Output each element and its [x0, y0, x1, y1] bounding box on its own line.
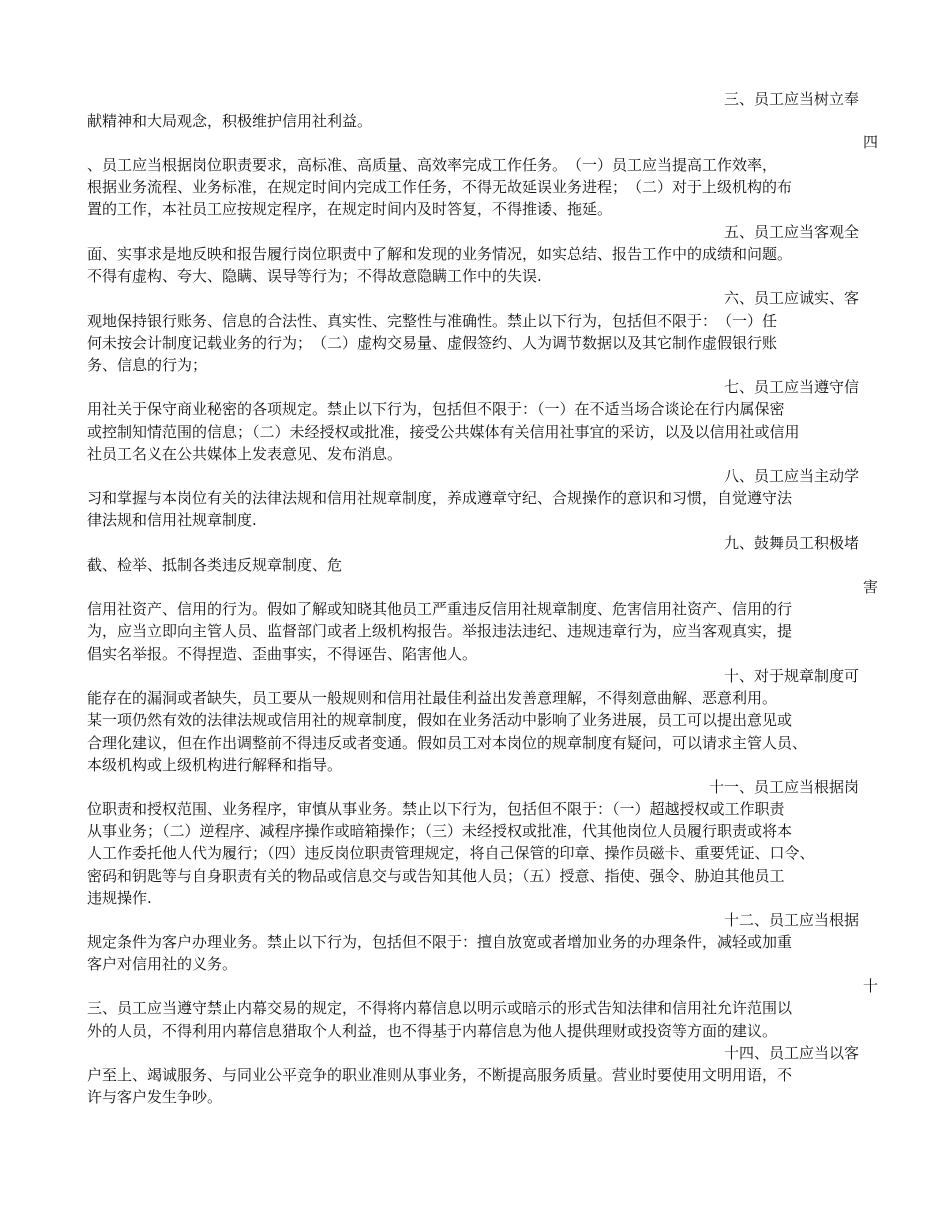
- body-line: 客户对信用社的义务。: [87, 955, 238, 973]
- body-line: 三、员工应当遵守禁止内幕交易的规定，不得将内幕信息以明示或暗示的形式告知法律和信用社允许范围以: [87, 999, 793, 1017]
- body-line: 人工作委托他人代为履行；（四）违反岗位职责管理规定，将自己保管的印章、操作员磁卡、重要凭证、口令、: [87, 844, 815, 862]
- body-line: 规定条件为客户办理业务。禁止以下行为，包括但不限于：擅自放宽或者增加业务的办理条件，减轻或加重: [87, 933, 793, 951]
- body-line: 用社关于保守商业秘密的各项规定。禁止以下行为，包括但不限于：（一）在不适当场合谈论在行内属保密: [87, 400, 785, 418]
- wrapped-fragment: 十: [862, 977, 878, 995]
- body-line: 许与客户发生争吵。: [87, 1088, 223, 1106]
- body-line: 不得有虚构、夸大、隐瞒、误导等行为；不得故意隐瞒工作中的失误.: [87, 267, 542, 285]
- body-line: 务、信息的行为；: [87, 356, 208, 374]
- body-line: 献精神和大局观念，积极维护信用社利益。: [87, 112, 373, 130]
- body-line: 观地保持银行账务、信息的合法性、真实性、完整性与准确性。禁止以下行为，包括但不限于： （一）任: [87, 312, 778, 330]
- section-heading: 九、鼓舞员工积极堵: [723, 534, 859, 552]
- section-heading: 十、对于规章制度可: [723, 667, 859, 685]
- body-line: 户至上、竭诚服务、与同业公平竞争的职业准则从事业务，不断提高服务质量。营业时要使用文明用语，不: [87, 1066, 793, 1084]
- body-line: 根据业务流程、业务标准，在规定时间内完成工作任务，不得无故延误业务进程； （二）对于上级机构的布: [87, 178, 793, 196]
- section-heading: 五、员工应当客观全: [723, 223, 859, 241]
- body-line: 合理化建议，但在作出调整前不得违反或者变通。假如员工对本岗位的规章制度有疑问，可以请求主管人员、: [87, 734, 808, 752]
- body-line: 密码和钥匙等与自身职责有关的物品或信息交与或告知其他人员；（五）授意、指使、强令、胁迫其他员工: [87, 867, 785, 885]
- wrapped-fragment: 四: [862, 133, 878, 151]
- body-line: 面、实事求是地反映和报告履行岗位职责中了解和发现的业务情况，如实总结、报告工作中的成绩和问题。: [87, 245, 793, 263]
- body-line: 本级机构或上级机构进行解释和指导。: [87, 756, 343, 774]
- section-heading: 六、员工应诚实、客: [723, 289, 859, 307]
- body-line: 违规操作.: [87, 889, 152, 907]
- body-line: 外的人员，不得利用内幕信息猎取个人利益，也不得基于内幕信息为他人提供理财或投资等方面的建议。: [87, 1022, 778, 1040]
- body-line: 截、检举、抵制各类违反规章制度、危: [87, 556, 343, 574]
- section-heading: 十二、员工应当根据: [723, 911, 859, 929]
- wrapped-fragment: 害: [862, 578, 878, 596]
- body-line: 信用社资产、信用的行为。假如了解或知晓其他员工严重违反信用社规章制度、危害信用社资产、信用的行: [87, 600, 793, 618]
- section-heading: 七、员工应当遵守信: [723, 378, 859, 396]
- body-line: 置的工作，本社员工应按规定程序，在规定时间内及时答复，不得推诿、拖延。: [87, 200, 613, 218]
- body-line: 何未按会计制度记载业务的行为； （二）虚构交易量、虚假签约、人为调节数据以及其它制作虚假银行账: [87, 334, 778, 352]
- body-line: 、员工应当根据岗位职责要求，高标准、高质量、高效率完成工作任务。 （一）员工应当提高工作效率，: [87, 156, 778, 174]
- body-line: 能存在的漏洞或者缺失，员工要从一般规则和信用社最佳利益出发善意理解，不得刻意曲解、恶意利用。: [87, 689, 778, 707]
- body-line: 倡实名举报。不得捏造、歪曲事实，不得诬告、陷害他人。: [87, 645, 478, 663]
- section-heading: 八、员工应当主动学: [723, 467, 859, 485]
- section-heading: 十一、员工应当根据岗: [708, 778, 859, 796]
- body-line: 习和掌握与本岗位有关的法律法规和信用社规章制度，养成遵章守纪、合规操作的意识和习惯，自觉遵守法: [87, 489, 793, 507]
- section-heading: 三、员工应当树立奉: [723, 90, 859, 108]
- body-line: 某一项仍然有效的法律法规或信用社的规章制度，假如在业务活动中影响了业务进展，员工可以提出意见或: [87, 711, 793, 729]
- body-line: 社员工名义在公共媒体上发表意见、发布消息。: [87, 445, 403, 463]
- section-heading: 十四、员工应当以客: [723, 1044, 859, 1062]
- body-line: 位职责和授权范围、业务程序，审慎从事业务。禁止以下行为，包括但不限于：（一）超越授权或工作职责: [87, 800, 785, 818]
- body-line: 或控制知情范围的信息；（二）未经授权或批准，接受公共媒体有关信用社事宜的采访，以及以信用社或信用: [87, 423, 800, 441]
- body-line: 为，应当立即向主管人员、监督部门或者上级机构报告。举报违法违纪、违规违章行为，应当客观真实，提: [87, 622, 793, 640]
- body-line: 律法规和信用社规章制度.: [87, 511, 257, 529]
- body-line: 从事业务；（二）逆程序、减程序操作或暗箱操作；（三）未经授权或批准，代其他岗位人员履行职责或将本: [87, 822, 793, 840]
